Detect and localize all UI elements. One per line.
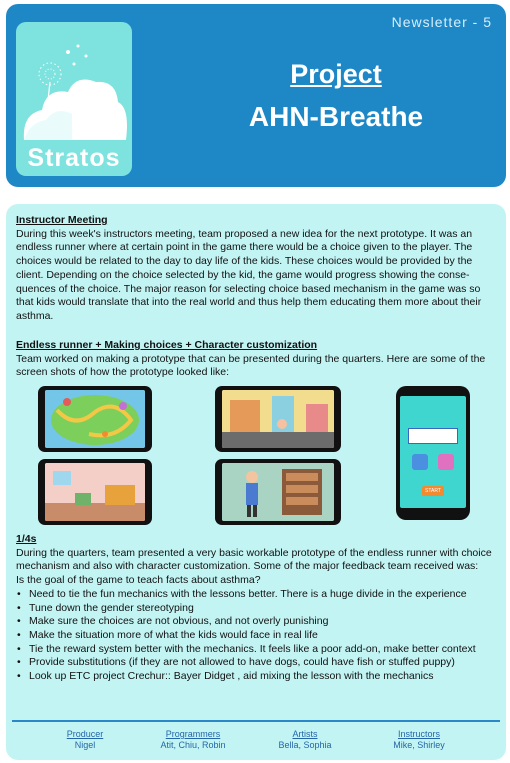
credit-role: Programmers [165,729,221,739]
section-body: Team worked on making a prototype that can be presented during the quarters. Here are some of the screen shots of how the prototype looked like: [16,352,486,379]
room-image [45,463,145,521]
credit-names: Mike, Shirley [393,740,445,750]
feedback-item: • Make sure the choices are not obvious, and not overly punishing [16,615,496,629]
credit-names: Nigel [74,740,96,750]
section-heading: 1/4s [16,533,37,545]
section-body: During the quarters, team presented a very basic workable prototype of the endless runner with choice mechanism and also with character customization. Some of the major feedback team received was: [16,546,492,573]
credit-names: Bella, Sophia [278,740,332,750]
phone-start-button: START [422,486,444,496]
phone-input-field [408,428,458,444]
header-banner [6,4,506,187]
feedback-item: • Need to tie the fun mechanics with the lessons better. There is a huge divide in the experience [16,588,496,602]
feedback-item: • Provide substitutions (if they are not allowed to have dogs, could have fish or stuffed puppy) [16,656,496,670]
phone-option-icon [438,454,454,470]
prototype-screenshot-street [215,386,341,452]
project-heading: Project [290,59,382,89]
endless-runner-section [16,339,496,380]
instructor-meeting-section [16,214,496,324]
credit-producer [30,729,140,751]
section-body: During this week's instructors meeting, team proposed a new idea for the next prototype. It was an endless runner where at certain point in the game there would be a choice given to the player. The choices would be related to the day to day life of the kids. These choices would be provided by the client. Depending on the choice selected by the kid, the game would progress showing the conse-quences of the choice. The major reason for selecting choice based mechanism in the game was so that kids would translate that into the real world and thus help them educating them more about their asthma. [16,227,482,322]
footer-divider [12,720,500,722]
feedback-item: • Tune down the gender stereotyping [16,602,496,616]
character-image [222,463,334,521]
credit-programmers [138,729,248,751]
logo-text: Stratos [27,144,121,172]
prototype-screenshot-phone [396,386,470,520]
map-image [45,390,145,448]
prototype-screenshot-room [38,459,152,525]
feedback-question: Is the goal of the game to teach facts about asthma? [16,574,261,587]
credit-role: Instructors [397,729,440,739]
project-name: AHN-Breathe [248,101,424,132]
credit-artists [250,729,360,751]
credit-names: Atit, Chiu, Robin [160,740,226,750]
street-image [222,390,334,448]
section-heading: Endless runner + Making choices + Character customization [16,339,318,351]
prototype-screenshot-character [215,459,341,525]
phone-option-icon [412,454,428,470]
feedback-item: • Tie the reward system better with the mechanics. It feels like a poor add-on, make better context [16,643,496,657]
feedback-list [16,588,496,684]
feedback-item: • Look up ETC project Crechur:: Bayer Didget , aid mixing the lesson with the mechanics [16,670,496,684]
credit-instructors [364,729,474,751]
feedback-item: • Make the situation more of what the kids would face in real life [16,629,496,643]
prototype-screenshot-map [38,386,152,452]
credit-role: Artists [292,729,318,739]
quarters-section [16,533,496,684]
credit-role: Producer [66,729,104,739]
stratos-logo [16,22,132,176]
newsletter-number: Newsletter - 5 [391,14,492,30]
section-heading: Instructor Meeting [16,214,108,226]
